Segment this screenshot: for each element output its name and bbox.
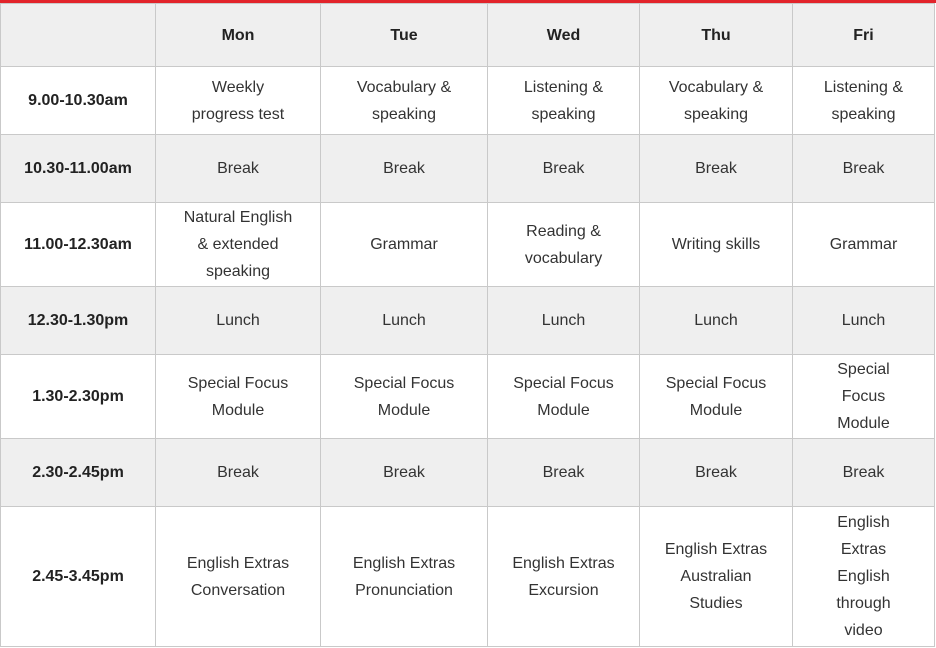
table-row bbox=[1, 287, 935, 355]
schedule-cell: Grammar bbox=[321, 203, 488, 287]
schedule-cell: English Extras Conversation bbox=[156, 507, 321, 647]
schedule-cell: Vocabulary & speaking bbox=[640, 67, 793, 135]
schedule-cell: English Extras Australian Studies bbox=[640, 507, 793, 647]
schedule-cell: English Extras English through video bbox=[793, 507, 935, 647]
schedule-cell: Lunch bbox=[156, 287, 321, 355]
time-slot: 2.30-2.45pm bbox=[1, 439, 156, 507]
schedule-cell: Break bbox=[156, 439, 321, 507]
time-slot: 2.45-3.45pm bbox=[1, 507, 156, 647]
table-row bbox=[1, 355, 935, 439]
table-row bbox=[1, 67, 935, 135]
schedule-cell: Special Focus Module bbox=[793, 355, 935, 439]
schedule-cell: Break bbox=[156, 135, 321, 203]
schedule-cell: Vocabulary & speaking bbox=[321, 67, 488, 135]
schedule-cell: Break bbox=[321, 135, 488, 203]
schedule-cell: Lunch bbox=[488, 287, 640, 355]
schedule-cell: Special Focus Module bbox=[640, 355, 793, 439]
schedule-cell: Lunch bbox=[793, 287, 935, 355]
schedule-cell: Listening & speaking bbox=[488, 67, 640, 135]
schedule-cell: Listening & speaking bbox=[793, 67, 935, 135]
table-row bbox=[1, 439, 935, 507]
schedule-cell: Break bbox=[640, 439, 793, 507]
schedule-cell: Break bbox=[793, 135, 935, 203]
day-header: Tue bbox=[321, 4, 488, 67]
schedule-cell: Special Focus Module bbox=[156, 355, 321, 439]
header-row bbox=[1, 4, 935, 67]
schedule-cell: Weekly progress test bbox=[156, 67, 321, 135]
schedule-cell: Special Focus Module bbox=[321, 355, 488, 439]
schedule-cell: Writing skills bbox=[640, 203, 793, 287]
schedule-cell: Grammar bbox=[793, 203, 935, 287]
time-slot: 10.30-11.00am bbox=[1, 135, 156, 203]
schedule-cell: Break bbox=[488, 439, 640, 507]
schedule-cell: Break bbox=[640, 135, 793, 203]
table-row bbox=[1, 135, 935, 203]
schedule-cell: Break bbox=[321, 439, 488, 507]
schedule-cell: Lunch bbox=[321, 287, 488, 355]
day-header: Fri bbox=[793, 4, 935, 67]
schedule-cell: Special Focus Module bbox=[488, 355, 640, 439]
time-slot: 1.30-2.30pm bbox=[1, 355, 156, 439]
day-header: Thu bbox=[640, 4, 793, 67]
table-row bbox=[1, 507, 935, 647]
table-row bbox=[1, 203, 935, 287]
schedule-cell: Natural English & extended speaking bbox=[156, 203, 321, 287]
schedule-cell: Reading & vocabulary bbox=[488, 203, 640, 287]
schedule-cell: Lunch bbox=[640, 287, 793, 355]
corner-cell bbox=[1, 4, 156, 67]
day-header: Mon bbox=[156, 4, 321, 67]
schedule-cell: English Extras Excursion bbox=[488, 507, 640, 647]
schedule-cell: Break bbox=[488, 135, 640, 203]
day-header: Wed bbox=[488, 4, 640, 67]
timetable bbox=[0, 3, 935, 647]
schedule-cell: English Extras Pronunciation bbox=[321, 507, 488, 647]
schedule-cell: Break bbox=[793, 439, 935, 507]
time-slot: 12.30-1.30pm bbox=[1, 287, 156, 355]
time-slot: 9.00-10.30am bbox=[1, 67, 156, 135]
time-slot: 11.00-12.30am bbox=[1, 203, 156, 287]
